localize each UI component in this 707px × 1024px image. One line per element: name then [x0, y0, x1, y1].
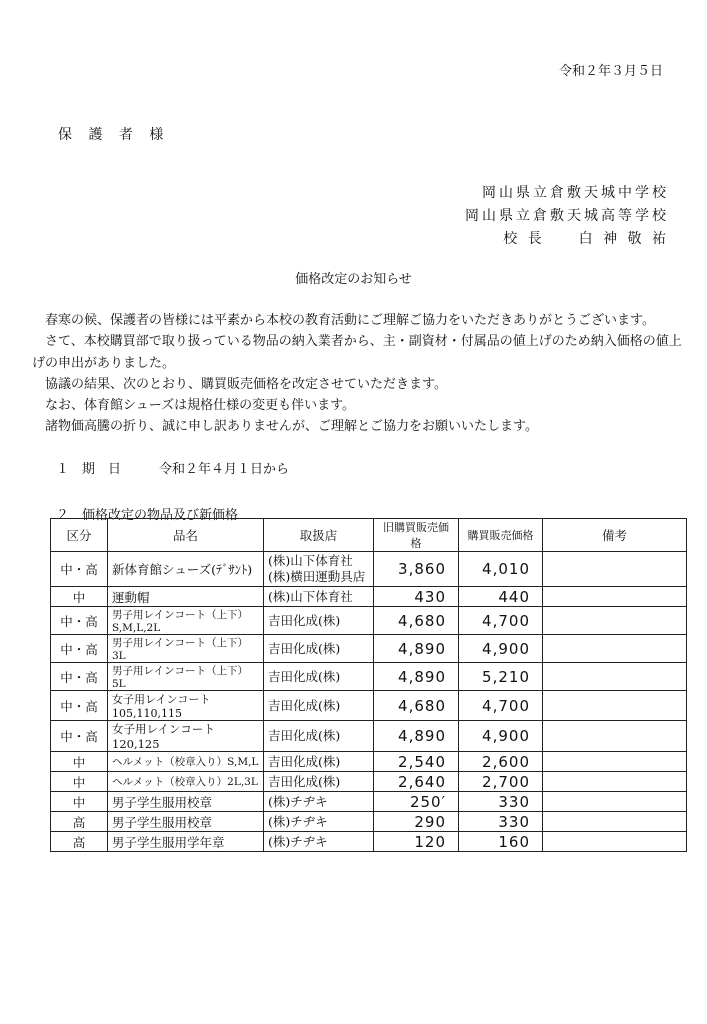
cell-new-price: 4,700 — [459, 607, 543, 635]
cell-dealer — [264, 552, 374, 587]
recipient: 保 護 者 様 — [58, 127, 170, 143]
cell-old-price: 4,890 — [374, 663, 459, 691]
cell-old-price: 3,860 — [374, 552, 459, 587]
cell-old-price: 4,680 — [374, 607, 459, 635]
header-item: 品名 — [108, 519, 264, 552]
cell-dealer: 吉田化成(株) — [264, 721, 374, 752]
cell-old-price: 250′ — [374, 792, 459, 812]
paragraph-shoes: なお、体育館シューズは規格仕様の変更も伴います。 — [45, 398, 356, 414]
document-date: 令和２年３月５日 — [558, 64, 663, 79]
notice-body — [32, 310, 684, 438]
cell-new-price: 2,700 — [459, 772, 543, 792]
table-row — [51, 552, 687, 587]
cell-item: 男子学生服用学年章 — [108, 832, 264, 852]
cell-new-price: 160 — [459, 832, 543, 852]
cell-item: 男子用レインコート（上下）3L — [108, 635, 264, 663]
cell-category: 中・高 — [51, 663, 108, 691]
cell-old-price: 120 — [374, 832, 459, 852]
header-notes: 備考 — [543, 519, 687, 552]
cell-old-price: 4,890 — [374, 635, 459, 663]
cell-note — [543, 635, 687, 663]
table-row — [51, 721, 687, 752]
table-row — [51, 587, 687, 607]
paragraph-greeting: 春寒の候、保護者の皆様には平素から本校の教育活動にご理解ご協力をいただきありがとうございます。 — [45, 313, 655, 328]
dealer-line-2: (株)横田運動具店 — [268, 569, 366, 584]
cell-old-price: 2,640 — [374, 772, 459, 792]
cell-note — [543, 607, 687, 635]
cell-dealer: 吉田化成(株) — [264, 691, 374, 721]
cell-dealer: 吉田化成(株) — [264, 607, 374, 635]
cell-dealer: (株)チヂキ — [264, 812, 374, 832]
table-row — [51, 635, 687, 663]
price-table — [50, 518, 687, 852]
cell-category: 中 — [51, 792, 108, 812]
cell-dealer: (株)チヂキ — [264, 792, 374, 812]
cell-old-price: 4,890 — [374, 721, 459, 752]
cell-item: ヘルメット（校章入り）S,M,L — [108, 752, 264, 772]
cell-note — [543, 752, 687, 772]
cell-note — [543, 663, 687, 691]
cell-new-price: 4,900 — [459, 721, 543, 752]
cell-item: 男子用レインコート（上下）S,M,L,2L — [108, 607, 264, 635]
header-new-price: 購買販売価格 — [459, 519, 543, 552]
table-row — [51, 663, 687, 691]
paragraph-decision: 協議の結果、次のとおり、購買販売価格を改定させていただきます。 — [45, 376, 447, 392]
cell-new-price: 330 — [459, 812, 543, 832]
header-dealer: 取扱店 — [264, 519, 374, 552]
cell-note — [543, 552, 687, 587]
cell-category: 中 — [51, 752, 108, 772]
header-old-price: 旧購買販売価格 — [374, 519, 459, 552]
cell-category: 中 — [51, 587, 108, 607]
cell-dealer: 吉田化成(株) — [264, 752, 374, 772]
cell-category: 高 — [51, 832, 108, 852]
section-effective-date — [56, 458, 289, 477]
cell-note — [543, 812, 687, 832]
table-row — [51, 812, 687, 832]
table-header-row — [51, 519, 687, 552]
cell-item: 男子学生服用校章 — [108, 812, 264, 832]
cell-dealer: 吉田化成(株) — [264, 772, 374, 792]
cell-item: 女子用レインコート120,125 — [108, 721, 264, 752]
dealer-line-1: (株)山下体育社 — [268, 553, 353, 568]
cell-dealer: (株)チヂキ — [264, 832, 374, 852]
cell-item: 女子用レインコート105,110,115 — [108, 691, 264, 721]
cell-dealer: (株)山下体育社 — [264, 587, 374, 607]
table-row — [51, 772, 687, 792]
paragraph-apology: 諸物価高騰の折り、誠に申し訳ありませんが、ご理解とご協力をお願いいたします。 — [45, 419, 538, 435]
cell-old-price: 4,680 — [374, 691, 459, 721]
cell-new-price: 4,010 — [459, 552, 543, 587]
cell-note — [543, 792, 687, 812]
section-2-label: ２ 価格改定の物品及び新価格 — [56, 508, 239, 523]
cell-new-price: 2,600 — [459, 752, 543, 772]
cell-category: 中・高 — [51, 607, 108, 635]
table-row — [51, 792, 687, 812]
table-row — [51, 752, 687, 772]
sender-school-1: 岡山県立倉敷天城中学校 — [482, 185, 669, 201]
cell-new-price: 4,700 — [459, 691, 543, 721]
cell-old-price: 430 — [374, 587, 459, 607]
cell-note — [543, 832, 687, 852]
cell-item: 男子用レインコート（上下）5L — [108, 663, 264, 691]
section-1-value: 令和２年４月１日から — [159, 462, 290, 477]
cell-old-price: 290 — [374, 812, 459, 832]
cell-category: 中・高 — [51, 635, 108, 663]
cell-category: 中・高 — [51, 721, 108, 752]
cell-note — [543, 721, 687, 752]
cell-new-price: 330 — [459, 792, 543, 812]
section-1-label: １ 期 日 — [56, 462, 122, 477]
cell-note — [543, 772, 687, 792]
cell-category: 中 — [51, 772, 108, 792]
cell-note — [543, 691, 687, 721]
cell-old-price: 2,540 — [374, 752, 459, 772]
cell-note — [543, 587, 687, 607]
cell-category: 中・高 — [51, 691, 108, 721]
table-row — [51, 832, 687, 852]
table-row — [51, 691, 687, 721]
cell-dealer: 吉田化成(株) — [264, 635, 374, 663]
notice-title: 価格改定のお知らせ — [295, 272, 412, 287]
sender-principal: 校 長 白 神 敬 祐 — [503, 231, 669, 247]
cell-new-price: 5,210 — [459, 663, 543, 691]
paragraph-reason: さて、本校購買部で取り扱っている物品の納入業者から、主・副資材・付属品の値上げのため納入価格の値上げの申出がありました。 — [32, 334, 682, 371]
cell-item: ヘルメット（校章入り）2L,3L — [108, 772, 264, 792]
header-category: 区分 — [51, 519, 108, 552]
cell-category: 高 — [51, 812, 108, 832]
sender-school-2: 岡山県立倉敷天城高等学校 — [465, 208, 669, 224]
cell-item: 運動帽 — [108, 587, 264, 607]
cell-new-price: 440 — [459, 587, 543, 607]
cell-item: 男子学生服用校章 — [108, 792, 264, 812]
cell-category: 中・高 — [51, 552, 108, 587]
cell-item: 新体育館シューズ(ﾃﾞｻﾝﾄ) — [108, 552, 264, 587]
table-row — [51, 607, 687, 635]
cell-dealer: 吉田化成(株) — [264, 663, 374, 691]
cell-new-price: 4,900 — [459, 635, 543, 663]
